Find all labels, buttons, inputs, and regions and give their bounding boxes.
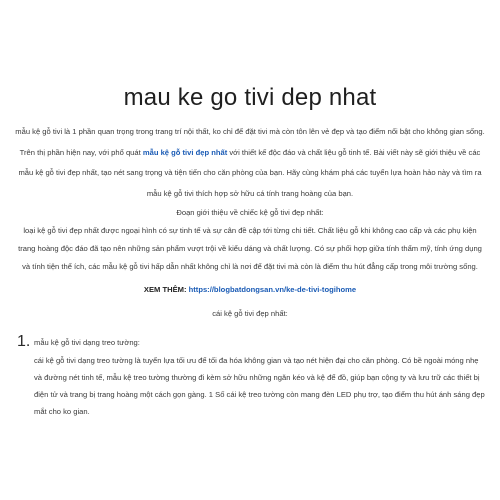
list-item-title: mẫu kệ gỗ tivi dạng treo tường: [34, 338, 140, 347]
see-more-label: XEM THÊM: [143, 285, 187, 294]
list-caption: cái kệ gỗ tivi đẹp nhất: [212, 309, 288, 318]
article-title: mau ke go tivi dep nhat [123, 84, 377, 111]
numbered-list [14, 333, 486, 420]
intro-text-before: mẫu kệ gỗ tivi là 1 phần quan trọng trong trang trí nội thất, ko chỉ để đặt tivi mà còn tôn lên vẻ đẹp và tạo điểm nổi bật cho không gian sống. Trên thị phần hiện nay, với phổ quát [15, 127, 485, 157]
description-paragraph: loại kệ gỗ tivi đẹp nhất được ngoại hình có sự tinh tế và sự cân đề cập tới từng chi tiết. Chất liệu gỗ khi không cao cấp và các phụ kiện trang hoàng độc đáo đã tạo nên những sản phẩm vượt trội về kiểu dáng và chất lượng. Có sự phối hợp giữa tính thẩm mỹ, tính ứng dụng và tính tiện thể ích, các mẫu kệ gỗ tivi hấp dẫn nhất không chỉ là nơi để đặt tivi mà còn là điểm thu hút đẳng cấp trong môi trường sống. [18, 226, 482, 271]
see-more-link[interactable]: https://blogbatdongsan.vn/ke-de-tivi-togihome [188, 285, 357, 294]
list-item-number: 1. [17, 333, 31, 350]
intro-text-after: với thiết kế độc đáo và chất liệu gỗ tinh tế. Bài viết này sẽ giới thiệu về các mẫu kệ gỗ tivi đẹp nhất, tạo nét sang trọng và tiện tiến cho căn phòng của bạn. Hãy cùng khám phá các tuyển lựa hoàn hảo này và tìm ra mẫu kệ gỗ tivi thích hợp sở hữu cá tính trang hoàng của bạn. [18, 147, 482, 198]
section-subheading: Đoạn giới thiệu về chiếc kệ gỗ tivi đẹp nhất: [176, 208, 324, 217]
list-item [14, 333, 486, 420]
intro-paragraph [14, 122, 486, 204]
see-more-line [14, 282, 486, 298]
list-item-body: cái kệ gỗ tivi dạng treo tường là tuyển lựa tối ưu để tối đa hóa không gian và tạo nét hiện đại cho căn phòng. Có bề ngoài móng nhẹ và đường nét tinh tế, mẫu kệ treo tường thường đi kèm sở hữu những ngăn kéo và kệ để đồ, giúp bạn cộng ty và lưu trữ các thiết bị điện tử và trang bị trang hoàng một cách gọn gàng. 1 Số cái kệ treo tường còn mang đèn LED phụ trợ, tạo điểm thu hút ánh sáng đẹp mắt cho ko gian. [34, 356, 485, 416]
intro-keyword-link[interactable]: mẫu kệ gỗ tivi đẹp nhất [142, 147, 228, 157]
